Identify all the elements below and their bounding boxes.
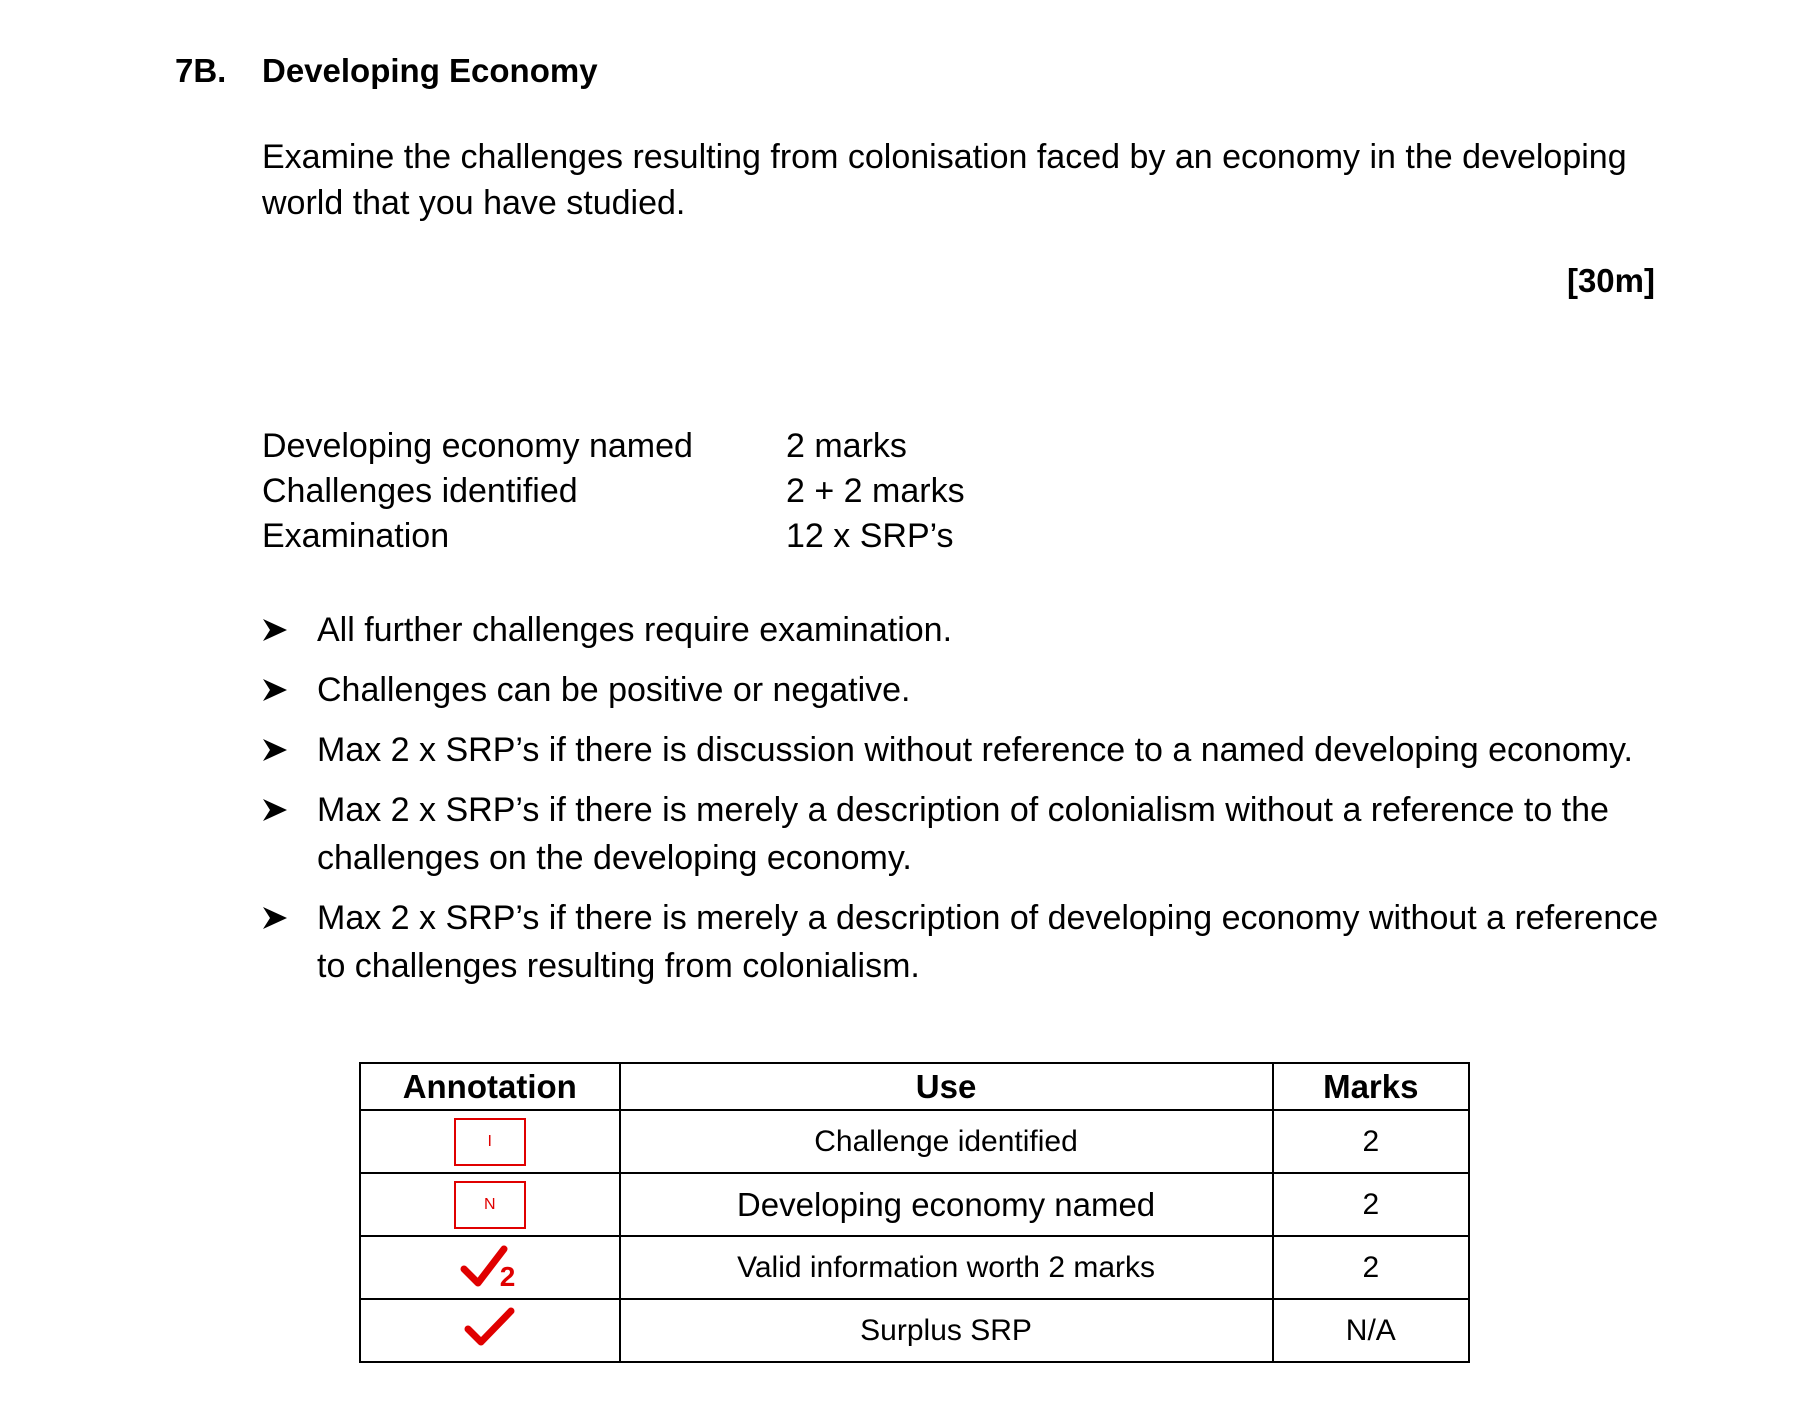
scheme-row xyxy=(262,469,965,514)
annotation-cell xyxy=(360,1236,620,1299)
scheme-row xyxy=(262,514,965,559)
table-row xyxy=(360,1173,1469,1236)
scheme-row xyxy=(262,424,965,469)
arrow-bullet-icon xyxy=(262,726,317,774)
box-n-icon: N xyxy=(454,1181,526,1229)
scheme-label: Challenges identified xyxy=(262,472,578,510)
note-item xyxy=(262,606,1682,654)
marking-scheme xyxy=(262,424,965,559)
arrow-bullet-icon xyxy=(262,666,317,714)
header-marks: Marks xyxy=(1273,1063,1469,1110)
scheme-marks: 12 x SRP’s xyxy=(786,517,954,555)
note-text: Max 2 x SRP’s if there is merely a description of colonialism without a reference to the challenges on the developing economy. xyxy=(317,791,1609,877)
scheme-marks: 2 + 2 marks xyxy=(786,472,965,510)
marks-cell: 2 xyxy=(1273,1236,1469,1299)
use-cell: Challenge identified xyxy=(620,1110,1273,1173)
note-item xyxy=(262,726,1682,774)
use-cell: Surplus SRP xyxy=(620,1299,1273,1362)
marking-notes xyxy=(262,606,1682,1002)
note-text: All further challenges require examination. xyxy=(317,611,953,649)
box-i-icon: I xyxy=(454,1118,526,1166)
arrow-bullet-icon xyxy=(262,894,317,990)
header-use: Use xyxy=(620,1063,1273,1110)
marks-cell: N/A xyxy=(1273,1299,1469,1362)
annotation-table xyxy=(359,1062,1470,1363)
tick-subscript: 2 xyxy=(499,1260,516,1292)
annotation-cell xyxy=(360,1173,620,1236)
table-row xyxy=(360,1299,1469,1362)
annotation-cell xyxy=(360,1299,620,1362)
note-text: Max 2 x SRP’s if there is discussion without reference to a named developing economy. xyxy=(317,731,1633,769)
table-row xyxy=(360,1236,1469,1299)
scheme-marks: 2 marks xyxy=(786,427,907,465)
table-header-row xyxy=(360,1063,1469,1110)
use-cell: Valid information worth 2 marks xyxy=(620,1236,1273,1299)
annotation-cell xyxy=(360,1110,620,1173)
use-cell: Developing economy named xyxy=(620,1173,1273,1236)
note-item xyxy=(262,786,1682,882)
question-text: Examine the challenges resulting from colonisation faced by an economy in the developing world that you have studied. xyxy=(262,138,1627,222)
arrow-bullet-icon xyxy=(262,606,317,654)
tick-icon xyxy=(464,1305,516,1357)
marks-cell: 2 xyxy=(1273,1173,1469,1236)
note-item xyxy=(262,894,1682,990)
note-text: Challenges can be positive or negative. xyxy=(317,671,911,709)
table-row xyxy=(360,1110,1469,1173)
note-item xyxy=(262,666,1682,714)
arrow-bullet-icon xyxy=(262,786,317,882)
header-annotation: Annotation xyxy=(360,1063,620,1110)
total-marks: [30m] xyxy=(1566,262,1655,299)
scheme-label: Examination xyxy=(262,517,450,555)
marks-cell: 2 xyxy=(1273,1110,1469,1173)
question-number: 7B. xyxy=(175,52,227,89)
scheme-label: Developing economy named xyxy=(262,427,693,465)
note-text: Max 2 x SRP’s if there is merely a description of developing economy without a reference to challenges resulting from colonialism. xyxy=(317,899,1659,985)
tick-2-icon xyxy=(460,1245,520,1291)
question-title: Developing Economy xyxy=(262,52,598,89)
